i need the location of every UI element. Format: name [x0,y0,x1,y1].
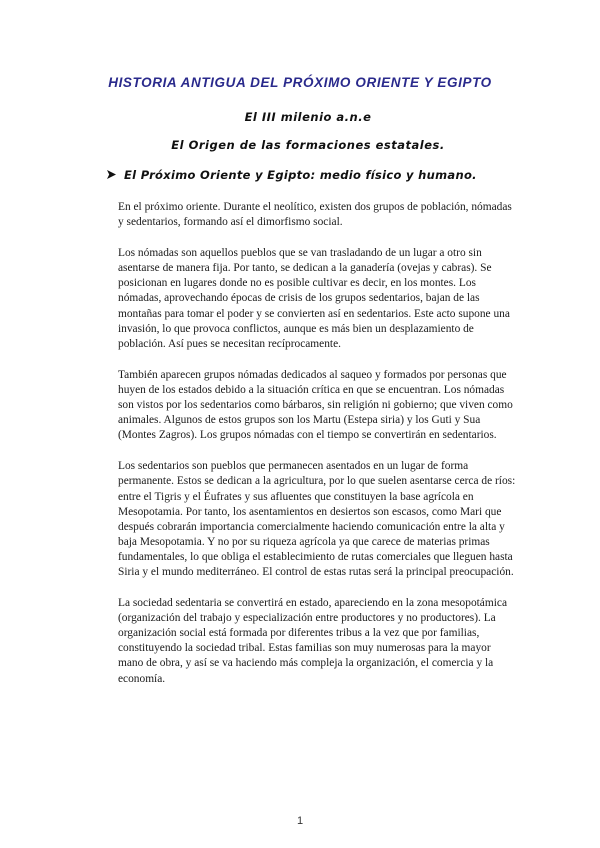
paragraph-sedentary: Los sedentarios son pueblos que permanecen asentados en un lugar de forma permanente. Estos se dedican a la agricultura, por lo que suelen asentarse cerca de ríos: entre el Tigris y el Éufrates y sus afluentes que constituyen la base agrícola en Mesopotamia. Por tanto, los asentamientos en desiertos son escasos, como Mari que después cobrarán importancia comercialmente haciendo comunicación entre la alta y baja Mesopotamia. Y no por su riqueza agrícola ya que carece de materias primas fundamentales, lo que obliga el establecimiento de rutas comerciales que lleguen hasta Siria y el mundo mediterráneo. El control de estas rutas será la principal preocupación. [118,460,516,578]
section-heading [106,168,477,182]
subtitle-origin: El Origen de las formaciones estatales. [171,138,445,152]
subtitle-millennium: El III milenio a.n.e [244,110,372,124]
arrow-bullet-icon [106,168,124,182]
paragraph-raiders: También aparecen grupos nómadas dedicados al saqueo y formados por personas que huyen de los estados debido a la situación crítica en que se encuentran. Los nómadas son vistos por los sedentarios como bárbaros, sin religión ni gobierno; que viven como animales. Algunos de estos grupos son los Martu (Estepa siria) y los Guti y Sua (Montes Zagros). Los grupos nómadas con el tiempo se convertirán en sedentarios. [118,368,513,442]
page-number: 1 [296,815,304,827]
body-text [118,200,516,703]
section-heading-text: El Próximo Oriente y Egipto: medio físico y humano. [124,168,477,182]
document-title: HISTORIA ANTIGUA DEL PRÓXIMO ORIENTE Y EGIPTO [108,75,492,90]
paragraph-intro: En el próximo oriente. Durante el neolítico, existen dos grupos de población, nómadas y sedentarios, formando así el dimorfismo social. [118,201,512,229]
paragraph-society: La sociedad sedentaria se convertirá en estado, apareciendo en la zona mesopotámica (organización del trabajo y especialización entre productores y no productores). La organización social está formada por diferentes tribus a la vez que por familias, constituyendo la sociedad tribal. Estas familias son muy numerosas para la mayor mano de obra, y así se va haciendo más compleja la organización, el comercia y la economía. [118,597,507,685]
paragraph-nomads: Los nómadas son aquellos pueblos que se van trasladando de un lugar a otro sin asentarse de manera fija. Por tanto, se dedican a la ganadería (ovejas y cabras). Se posicionan en lugares donde no es posible cultivar es decir, en los montes. Los nómadas, aprovechando épocas de crisis de los grupos sedentarios, bajan de las montañas para tomar el poder y se convierten así en sedentarios. Este acto supone una invasión, lo que provoca conflictos, aunque es más bien un desplazamiento de población. Así pues se necesitan recíprocamente. [118,247,510,350]
